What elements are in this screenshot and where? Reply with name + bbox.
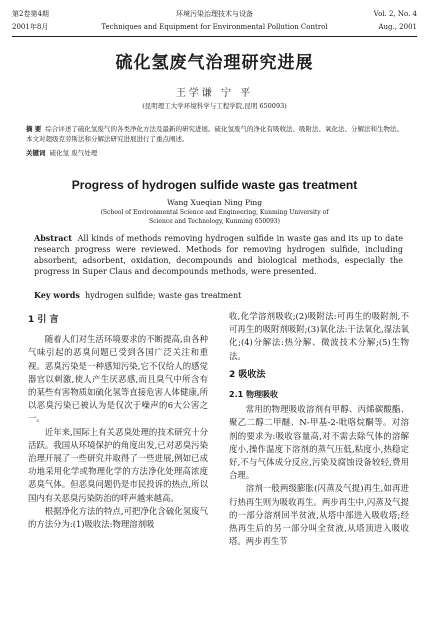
body-column-left <box>28 310 208 531</box>
authors-en: Wang Xueqian Ning Ping <box>166 198 263 207</box>
paragraph-physical-2: 溶剂一般两级膨胀(闪蒸及气提)再生,如再进行热再生则为吸收再生。两步再生中,闪蒸及气提的一部分溶剂回半贫液,从塔中部进入吸收塔;经热再生后的另一部分叫全贫液,从塔顶进入吸收塔。两步再生节 <box>229 483 409 547</box>
authors-cn: 王学谦 宁 平 <box>175 88 254 99</box>
header-vol-no: Vol. 2, No. 4 <box>373 10 417 18</box>
paragraph-methods-cont: 收,化学溶剂吸收;(2)吸附法:可再生的吸附剂,不可再生的吸附剂吸附;(3)氧化法:干法氧化,湿法氧化;(4)分解法:热分解、微波技术分解;(5)生物法。 <box>229 311 409 361</box>
header-date: 2001年8月 <box>12 23 49 31</box>
affiliation-en <box>60 209 369 226</box>
section-heading-absorption: 2 吸收法 <box>229 369 266 380</box>
paper-title-cn: 硫化氢废气治理研究进展 <box>115 53 314 73</box>
header-month-year: Aug., 2001 <box>378 23 417 31</box>
paragraph-physical-1: 常用的物理吸收溶剂有甲醇、丙烯碳酸酯、聚乙二醇二甲醚、N-甲基-2-吡咯烷酮等。对溶剂的要求为:吸收容量高,对不需去除气体的溶解度小,操作温度下溶剂的蒸气压低,粘度小,热稳定好,不与气体成分反应,污染及腐蚀设备较轻,费用合理。 <box>229 404 409 481</box>
header-journal-cn: 环境污染治理技术与设备 <box>176 10 253 18</box>
header-vol-en <box>374 8 417 34</box>
abstract-en-label: Abstract <box>34 233 72 243</box>
section-heading-introduction: 1 引 言 <box>28 315 59 325</box>
abstract-en <box>34 233 403 277</box>
affiliation-cn: (昆明理工大学环境科学与工程学院,昆明 650093) <box>142 102 287 110</box>
keywords-en <box>34 290 403 300</box>
keywords-cn-text: 硫化氢 废气处理 <box>49 149 98 157</box>
keywords-en-label: Key words <box>34 290 80 300</box>
subsection-heading-physical: 2.1 物理吸收 <box>229 390 278 400</box>
paragraph-intro-3: 根据净化方法的特点,可把净化含硫化氢废气的方法分为:(1)吸收法:物理溶剂吸 <box>28 505 208 530</box>
keywords-cn-label: 关键词 <box>26 149 46 157</box>
paragraph-intro-2: 近年来,国际上有关恶臭处理的技术研究十分活跃。我国从环境保护的角度出发,已对恶臭污染治理开展了一些研究并取得了一些进展,例如已成功地采用化学或物理化学的方法净化处理高浓度恶臭气体。但恶臭问题仍是市民投诉的热点,所以国内有关恶臭污染防治的呼声越来越高。 <box>28 426 208 503</box>
paper-title-en: Progress of hydrogen sulfide waste gas treatment <box>71 178 358 192</box>
header-volume: 第2卷第4期 <box>12 10 49 18</box>
running-header <box>12 8 417 36</box>
abstract-cn <box>26 124 403 144</box>
header-rule <box>12 36 417 37</box>
header-journal-en: Techniques and Equipment for Environmental Pollution Control <box>101 23 328 31</box>
abstract-cn-text: 综合评述了硫化氢废气的各类净化方法及最新的研究进展。硫化氢废气的净化有吸收法、吸附法、氧化法、分解法和生物法。本文对超级克劳斯法和分解法研究进展进行了重点阐述。 <box>26 125 404 143</box>
keywords-cn <box>26 148 403 157</box>
header-journal <box>12 8 417 34</box>
body-column-right <box>229 310 409 548</box>
affiliation-en-line2: Science and Technology, Kunming 650093) <box>149 217 280 225</box>
keywords-en-text: hydrogen sulfide; waste gas treatment <box>84 291 242 300</box>
abstract-en-text: All kinds of methods removing hydrogen sulfide in waste gas and its up to date research progress were reviewed. Methods for removing hydrogen sulfide, including absorbent, adsorbent, oxidation, decompounds and biological methods, especially the progress in Super Claus and decompounds methods, were presented. <box>34 234 403 276</box>
affiliation-en-line1: (School of Environmental Science and Engineering, Kunming University of <box>100 209 329 216</box>
abstract-cn-label: 摘 要 <box>26 125 42 133</box>
paragraph-intro-1: 随着人们对生活环境要求的不断提高,由各种气味引起的恶臭问题已受到各国广泛关注和重视。恶臭污染是一种感知污染,它不仅给人的感觉器官以刺激,使人产生厌恶感,而且臭气中所含有的某些有害物质如硫化氢等直接危害人体健康,所以恶臭污染已被认为是仅次于噪声的6大公害之一。 <box>28 334 208 424</box>
